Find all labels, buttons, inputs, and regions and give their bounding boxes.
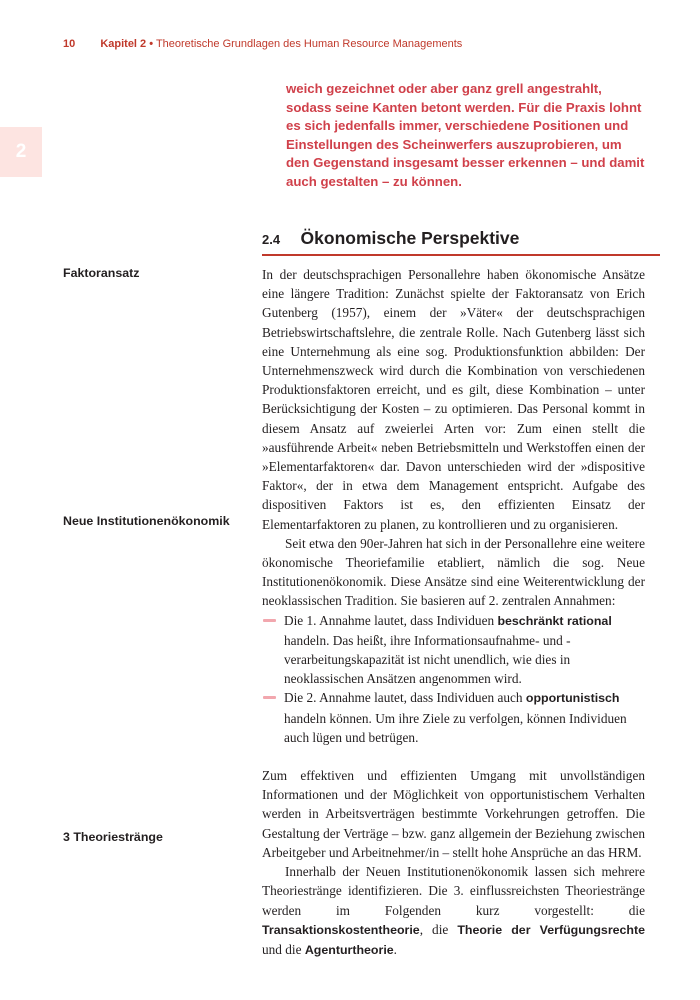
list-item: Die 1. Annahme lautet, dass Individuen beschränkt rational handeln. Das heißt, ihre Informationsaufnahme- und -verarbeitungskapazität ist nicht unendlich, wie dies in neoklassischen Ansätzen angenommen wird. bbox=[262, 611, 645, 689]
paragraph-vertraege: Zum effektiven und effizienten Umgang mit unvollständigen Informationen und der Möglichkeit von opportunistischem Verhalten werden in Arbeitsverträgen bestimmte Vorkehrungen getroffen. Die Gestaltung der Verträge – bzw. ganz allgemein der Beziehung zwischen Arbeitgeber und Arbeitnehmer/in – stellt hohe Ansprüche an das HRM. bbox=[262, 768, 645, 860]
highlight-callout: weich gezeichnet oder aber ganz grell angestrahlt, sodass seine Kanten betont werden. Für die Praxis lohnt es sich jedenfalls immer, verschiedene Positionen und Einstellungen des Scheinwerfers auszuprobieren, um den Gegenstand insgesamt besser erkennen – und damit auch gestalten – zu können. bbox=[286, 81, 645, 189]
term-agenturtheorie: Agenturtheorie bbox=[304, 942, 394, 957]
paragraph-faktoransatz: In der deutschsprachigen Personallehre haben ökonomische Ansätze eine längere Tradition: Zunächst spielte der Faktoransatz von Erich Gutenberg (1957), einem der »Väter« der deutschsprachigen Betriebswirtschaftslehre, die zentrale Rolle. Nach Gutenberg lässt sich eine Unternehmung als eine sog. Produktionsfunktion abbilden: Der Unternehmenszweck wird durch die Kombination von verschiedenen Produktionsfaktoren erreicht, und es gilt, diese Kombination – unter Berücksichtigung der Kosten – zu optimieren. Das Personal kommt in diesem Ansatz auf zweierlei Arten vor: Zum einen stellt die »ausführende Arbeit« neben Betriebsmitteln und Werkstoffen einen der »Elementarfaktoren« dar. Davon unterschieden wird der »dispositive Faktor«, der in etwa dem Management entspricht. Aufgabe des dispositiven Faktors ist es, den effizienten Einsatz der Elementarfaktoren zu planen, zu kontrollieren und zu organisieren. bbox=[262, 267, 645, 532]
term-beschraenkt-rational: beschränkt rational bbox=[497, 613, 612, 628]
section-heading bbox=[262, 228, 660, 256]
chapter-thumb-label: 2 bbox=[15, 141, 27, 162]
chapter-thumb-tab bbox=[0, 127, 42, 177]
margin-note-faktoransatz: Faktoransatz bbox=[63, 266, 140, 280]
bullet-dash-icon bbox=[263, 696, 276, 699]
section-title: Ökonomische Perspektive bbox=[300, 228, 520, 248]
term-transaktionskostentheorie: Transaktionskostentheorie bbox=[262, 922, 420, 937]
paragraph-institutionenoekonomik: Seit etwa den 90er-Jahren hat sich in der Personallehre eine weitere ökonomische Theoriefamilie etabliert, nämlich die sog. Neue Institutionenökonomik. Diese Ansätze sind eine Weiterentwicklung der neoklassischen Tradition. Sie basieren auf 2. zentralen Annahmen: bbox=[262, 535, 645, 609]
running-header bbox=[63, 38, 462, 50]
chapter-label: Kapitel 2 • bbox=[100, 38, 154, 50]
section-number: 2.4 bbox=[262, 232, 281, 247]
term-verfuegungsrechte: Theorie der Verfügungsrechte bbox=[457, 922, 646, 937]
chapter-title: Theoretische Grundlagen des Human Resource Managements bbox=[155, 38, 463, 50]
assumptions-list bbox=[262, 611, 645, 747]
margin-note-neue-institutionenoekonomik: Neue Institutionenökonomik bbox=[63, 514, 230, 528]
page-number: 10 bbox=[63, 38, 76, 50]
body-text bbox=[262, 265, 645, 960]
bullet-dash-icon bbox=[263, 619, 276, 622]
paragraph-theoriestraenge: Innerhalb der Neuen Institutionenökonomik lassen sich mehrere Theoriestränge identifizieren. Die 3. einflussreichsten Theoriestränge werden im Folgenden kurz vorgestellt: die Transaktionskostentheorie, die Theorie der Verfügungsrechte und die Agenturtheorie. bbox=[262, 864, 646, 957]
list-item: Die 2. Annahme lautet, dass Individuen auch opportunistisch handeln können. Um ihre Ziele zu verfolgen, können Individuen auch lügen und betrügen. bbox=[262, 688, 645, 747]
margin-note-theoriestraenge: 3 Theoriestränge bbox=[63, 830, 163, 844]
term-opportunistisch: opportunistisch bbox=[525, 691, 620, 706]
